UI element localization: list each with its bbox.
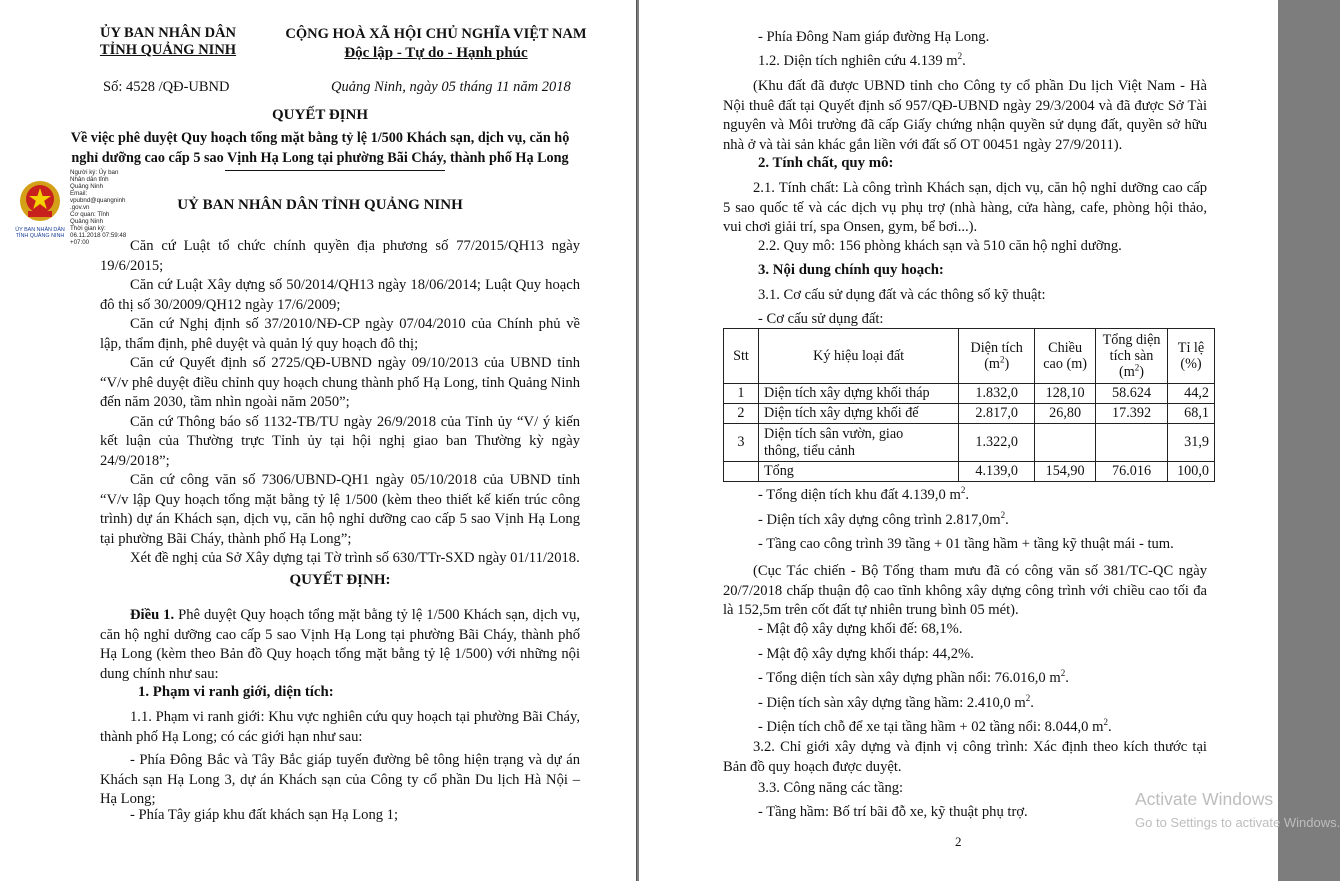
signature-line: Thời gian ký: xyxy=(70,225,106,232)
col-header-area-close: ) xyxy=(1004,356,1010,372)
cell-total-floor: 76.016 xyxy=(1096,462,1168,482)
republic-name: CỘNG HOÀ XÃ HỘI CHỦ NGHĨA VIỆT NAM xyxy=(285,26,587,42)
document-page-1 xyxy=(0,0,637,881)
table-total-row xyxy=(724,462,1215,482)
national-emblem-icon xyxy=(12,178,68,224)
col-header-floor-line3 xyxy=(1101,364,1162,380)
cell-area: 2.817,0 xyxy=(959,404,1035,424)
signature-line: Quảng Ninh xyxy=(70,218,104,225)
cell-ratio: 31,9 xyxy=(1167,424,1214,462)
table-header-row xyxy=(724,329,1215,384)
subject-underline xyxy=(225,170,445,171)
cell-floor: 58.624 xyxy=(1096,384,1168,404)
cell-stt: 2 xyxy=(724,404,759,424)
agency-line-2: TỈNH QUẢNG NINH xyxy=(99,42,237,58)
section-1-1: 1.1. Phạm vi ranh giới: Khu vực nghiên cứu quy hoạch tại phường Bãi Cháy, thành phố Hạ Long; có các giới hạn như sau: xyxy=(100,709,580,745)
cell-ratio: 68,1 xyxy=(1167,404,1214,424)
col-header-floor xyxy=(1096,329,1168,384)
land-use-table xyxy=(723,328,1215,482)
technical-item-end: . xyxy=(1107,719,1112,735)
col-header-height-line1: Chiều xyxy=(1048,340,1083,356)
technical-item-end: . xyxy=(1005,511,1009,528)
cell-total-ratio: 100,0 xyxy=(1167,462,1214,482)
technical-item xyxy=(758,535,1208,555)
cell-floor: 17.392 xyxy=(1096,404,1168,424)
cell-area: 1.832,0 xyxy=(959,384,1035,404)
technical-item-text: - Mật độ xây dựng khối đế: 68,1%. xyxy=(758,621,963,637)
military-height-note: (Cục Tác chiến - Bộ Tổng tham mưu đã có công văn số 381/TC-QC ngày 20/7/2018 chấp thuận độ cao tĩnh không xây dựng công trình với chiều cao tối đa là 152,5m trên cốt đất tự nhiên trung bình 05 mét). xyxy=(723,563,1207,618)
technical-items-b xyxy=(758,620,1208,738)
col-header-floor-close: ) xyxy=(1139,364,1145,380)
cell-stt: 1 xyxy=(724,384,759,404)
article-1-text: Phê duyệt Quy hoạch tổng mặt bằng tỷ lệ 1/500 Khách sạn, dịch vụ, căn hộ nghỉ dưỡng cao cấp 5 sao Vịnh Hạ Long tại phường Bãi Cháy, thành phố Hạ Long (kèm theo Bản đồ Quy hoạch tổng mặt bằng tỷ lệ 1/500) với những nội dung chính như sau: xyxy=(100,607,581,682)
technical-item-text: - Mật độ xây dựng khối tháp: 44,2%. xyxy=(758,645,974,662)
subject-line-2: nghỉ dưỡng cao cấp 5 sao Vịnh Hạ Long tại phường Bãi Cháy, thành phố Hạ Long xyxy=(71,150,569,166)
col-header-floor-unit: (m xyxy=(1119,364,1135,380)
technical-item xyxy=(758,645,1208,665)
digital-signature-emblem xyxy=(12,178,68,239)
col-header-floor-line1: Tổng diện xyxy=(1102,332,1161,348)
technical-item-exponent: 2 xyxy=(1000,509,1006,520)
activate-windows-subtitle: Go to Settings to activate Windows. xyxy=(1135,815,1340,830)
section-2-1: 2.1. Tính chất: Là công trình Khách sạn, dịch vụ, căn hộ nghỉ dưỡng cao cấp 5 sao quốc tế và các dịch vụ phụ trợ (nhà hàng, cửa hàng, cafe, phòng hội thảo, vui chơi giải trí, spa Onsen, gym, bể bơi...). xyxy=(723,180,1207,235)
issuer-heading: UỶ BAN NHÂN DÂN TỈNH QUẢNG NINH xyxy=(177,197,463,213)
cell-kind-line1: Diện tích sân vườn, giao xyxy=(763,425,904,442)
decision-title: QUYẾT ĐỊNH xyxy=(272,107,368,123)
col-header-area-line1: Diện tích xyxy=(970,340,1023,356)
cell-area: 1.322,0 xyxy=(959,424,1035,462)
legal-basis-paragraph: Xét đề nghị của Sở Xây dựng tại Tờ trình số 630/TTr-SXD ngày 01/11/2018. xyxy=(130,550,580,566)
section-3-1-sub: - Cơ cấu sử dụng đất: xyxy=(758,311,884,327)
col-header-height xyxy=(1035,329,1096,384)
section-1-heading: 1. Phạm vi ranh giới, diện tích: xyxy=(138,684,334,700)
issuing-agency xyxy=(68,25,268,59)
table-row xyxy=(724,424,1215,462)
signature-line: Nhân dân tỉnh xyxy=(70,176,109,183)
technical-item-text: - Diện tích sàn xây dựng tầng hầm: 2.410,0 m xyxy=(758,694,1026,711)
land-note: (Khu đất đã được UBND tỉnh cho Công ty cổ phần Du lịch Việt Nam - Hà Nội thuê đất tại Quyết định số 957/QĐ-UBND ngày 29/3/2004 và đã được Sở Tài nguyên và Môi trường đã cấp Giấy chứng nhận quyền sử dụng đất, quyền sở hữu nhà ở và tài sản khác gắn liền với đất số OT 00451 ngày 27/9/2011). xyxy=(723,78,1207,153)
legal-basis-paragraph: Căn cứ công văn số 7306/UBND-QH1 ngày 05/10/2018 của UBND tỉnh “V/v lập Quy hoạch tổng mặt bằng tỷ lệ 1/500 (kèm theo thiết kế kiến trúc công trình) dự án Khách sạn, dịch vụ, căn hộ nghỉ dưỡng cao cấp 5 sao Vịnh Hạ Long tại phường Bãi Cháy, thành phố Hạ Long”; xyxy=(100,472,580,547)
subject-line-1: Về việc phê duyệt Quy hoạch tổng mặt bằng tỷ lệ 1/500 Khách sạn, dịch vụ, căn hộ xyxy=(70,130,570,146)
col-header-ratio-line2: (%) xyxy=(1180,356,1202,372)
signature-line: Người ký: Ủy ban xyxy=(70,169,119,176)
section-3-3-basement: - Tầng hầm: Bố trí bãi đỗ xe, kỹ thuật phụ trợ. xyxy=(758,804,1028,820)
technical-items-a xyxy=(758,486,1208,555)
legal-basis-paragraph: Căn cứ Luật Xây dựng số 50/2014/QH13 ngày 18/06/2014; Luật Quy hoạch đô thị số 30/2009/QH12 ngày 17/6/2009; xyxy=(100,277,580,313)
southeast-boundary: - Phía Đông Nam giáp đường Hạ Long. xyxy=(758,29,990,45)
table-row xyxy=(724,384,1215,404)
section-3-1: 3.1. Cơ cấu sử dụng đất và các thông số kỹ thuật: xyxy=(758,287,1046,303)
cell-kind: Diện tích xây dựng khối tháp xyxy=(758,384,958,404)
technical-item xyxy=(758,511,1208,531)
agency-line-1: ỦY BAN NHÂN DÂN xyxy=(99,25,236,41)
technical-item-text: - Diện tích chỗ để xe tại tầng hầm + 02 tầng nổi: 8.044,0 m xyxy=(758,719,1104,735)
legal-basis-paragraph: Căn cứ Thông báo số 1132-TB/TU ngày 26/9/2018 của Tỉnh ủy “V/ ý kiến kết luận của Thường trực Tỉnh ủy tại hội nghị giao ban Thường kỳ ngày 24/9/2018”; xyxy=(100,413,580,469)
technical-item-text: - Tầng cao công trình 39 tầng + 01 tầng hầm + tầng kỹ thuật mái - tum. xyxy=(758,536,1174,552)
national-motto: Độc lập - Tự do - Hạnh phúc xyxy=(344,45,528,61)
technical-item-end: . xyxy=(1065,670,1069,686)
technical-item-exponent: 2 xyxy=(1060,668,1066,679)
technical-item-exponent: 2 xyxy=(1025,692,1031,703)
col-header-floor-line2: tích sàn xyxy=(1109,348,1154,364)
section-3-3: 3.3. Công năng các tầng: xyxy=(758,780,904,796)
section-2-2: 2.2. Quy mô: 156 phòng khách sạn và 510 căn hộ nghỉ dưỡng. xyxy=(758,238,1122,254)
cell-kind xyxy=(758,424,958,462)
cell-stt xyxy=(724,462,759,482)
cell-kind: Diện tích xây dựng khối đế xyxy=(758,404,958,424)
cell-kind-line2: thông, tiểu cảnh xyxy=(763,442,855,459)
technical-item-text: - Diện tích xây dựng công trình 2.817,0m xyxy=(758,511,1001,528)
technical-item xyxy=(758,669,1208,689)
cell-height xyxy=(1035,424,1096,462)
activate-windows-title: Activate Windows xyxy=(1135,789,1274,809)
cell-height: 26,80 xyxy=(1035,404,1096,424)
signature-line: Cơ quan: Tỉnh xyxy=(70,211,110,218)
decision-subject xyxy=(10,128,630,168)
legal-basis-paragraph: Căn cứ Nghị định số 37/2010/NĐ-CP ngày 07/04/2010 của Chính phủ về lập, thẩm định, phê duyệt và quản lý quy hoạch đô thị; xyxy=(100,316,580,352)
section-2-heading: 2. Tính chất, quy mô: xyxy=(758,155,894,171)
col-header-area-unit: (m xyxy=(984,356,1000,372)
study-area-unit-exponent: 2 xyxy=(957,51,963,62)
technical-item-text: - Tổng diện tích sàn xây dựng phần nổi: 76.016,0 m xyxy=(758,670,1061,686)
study-area xyxy=(758,52,966,72)
technical-item xyxy=(758,694,1208,714)
signature-line: Quảng Ninh xyxy=(70,183,104,190)
cell-stt: 3 xyxy=(724,424,759,462)
col-header-height-line2: cao (m) xyxy=(1043,356,1087,372)
section-3-2: 3.2. Chỉ giới xây dựng và định vị công trình: Xác định theo kích thước tại Bản đồ quy hoạch được duyệt. xyxy=(723,739,1207,775)
cell-ratio: 44,2 xyxy=(1167,384,1214,404)
cell-floor xyxy=(1096,424,1168,462)
decides-heading: QUYẾT ĐỊNH: xyxy=(289,572,391,588)
col-header-area xyxy=(959,329,1035,384)
emblem-caption: ỦY BAN NHÂN DÂN TỈNH QUẢNG NINH xyxy=(15,227,65,239)
signature-line: Email: xyxy=(70,190,88,197)
col-header-floor-exponent: 2 xyxy=(1134,362,1140,373)
technical-item-end: . xyxy=(1030,694,1034,711)
study-area-end: . xyxy=(962,53,966,69)
col-header-kind: Ký hiệu loại đất xyxy=(758,329,958,384)
signature-line: 06.11.2018 07:59:48 xyxy=(70,232,127,239)
legal-basis-paragraph: Căn cứ Quyết định số 2725/QĐ-UBND ngày 09/10/2013 của UBND tỉnh “V/v phê duyệt điều chỉnh quy hoạch chung thành phố Hạ Long, tỉnh Quảng Ninh đến năm 2030, tầm nhìn ngoài năm 2050”; xyxy=(100,355,580,410)
section-3-heading: 3. Nội dung chính quy hoạch: xyxy=(758,262,944,278)
technical-item-exponent: 2 xyxy=(1103,717,1108,728)
study-area-text: 1.2. Diện tích nghiên cứu 4.139 m xyxy=(758,53,958,69)
technical-item xyxy=(758,718,1208,738)
signature-line: .gov.vn xyxy=(70,204,90,211)
cell-total-label: Tổng xyxy=(758,462,958,482)
technical-item xyxy=(758,486,1208,506)
national-header xyxy=(268,25,604,63)
signature-line: vpubnd@quangninh xyxy=(70,197,126,204)
technical-item xyxy=(758,620,1208,640)
technical-item-end: . xyxy=(965,487,969,503)
article-1-label: Điều 1. xyxy=(130,607,175,623)
table-row xyxy=(724,404,1215,424)
col-header-ratio xyxy=(1167,329,1214,384)
document-number: Số: 4528 /QĐ-UBND xyxy=(103,79,230,95)
signature-line: +07:00 xyxy=(70,239,90,246)
place-date: Quảng Ninh, ngày 05 tháng 11 năm 2018 xyxy=(331,79,571,95)
section-1-1-northeast: - Phía Đông Bắc và Tây Bắc giáp tuyến đường bê tông hiện trạng và dự án Khách sạn Hạ Long 3, dự án Khách sạn của Công ty cổ phần Du lịch Hà Nội – Hạ Long; xyxy=(100,752,580,807)
col-header-area-line2 xyxy=(964,356,1029,372)
col-header-ratio-line1: Tỉ lệ xyxy=(1177,340,1205,356)
col-header-stt: Stt xyxy=(724,329,759,384)
document-page-2 xyxy=(639,0,1278,881)
technical-item-text: - Tổng diện tích khu đất 4.139,0 m xyxy=(758,487,961,503)
technical-item-exponent: 2 xyxy=(960,485,966,496)
col-header-area-exponent: 2 xyxy=(999,354,1005,365)
legal-basis-paragraph: Căn cứ Luật tổ chức chính quyền địa phương số 77/2015/QH13 ngày 19/6/2015; xyxy=(100,238,580,274)
cell-total-height: 154,90 xyxy=(1035,462,1096,482)
cell-total-area: 4.139,0 xyxy=(959,462,1035,482)
article-1 xyxy=(100,606,580,684)
legal-bases xyxy=(100,237,580,569)
cell-height: 128,10 xyxy=(1035,384,1096,404)
section-1-1-west: - Phía Tây giáp khu đất khách sạn Hạ Long 1; xyxy=(130,807,399,823)
page-number: 2 xyxy=(955,834,962,849)
